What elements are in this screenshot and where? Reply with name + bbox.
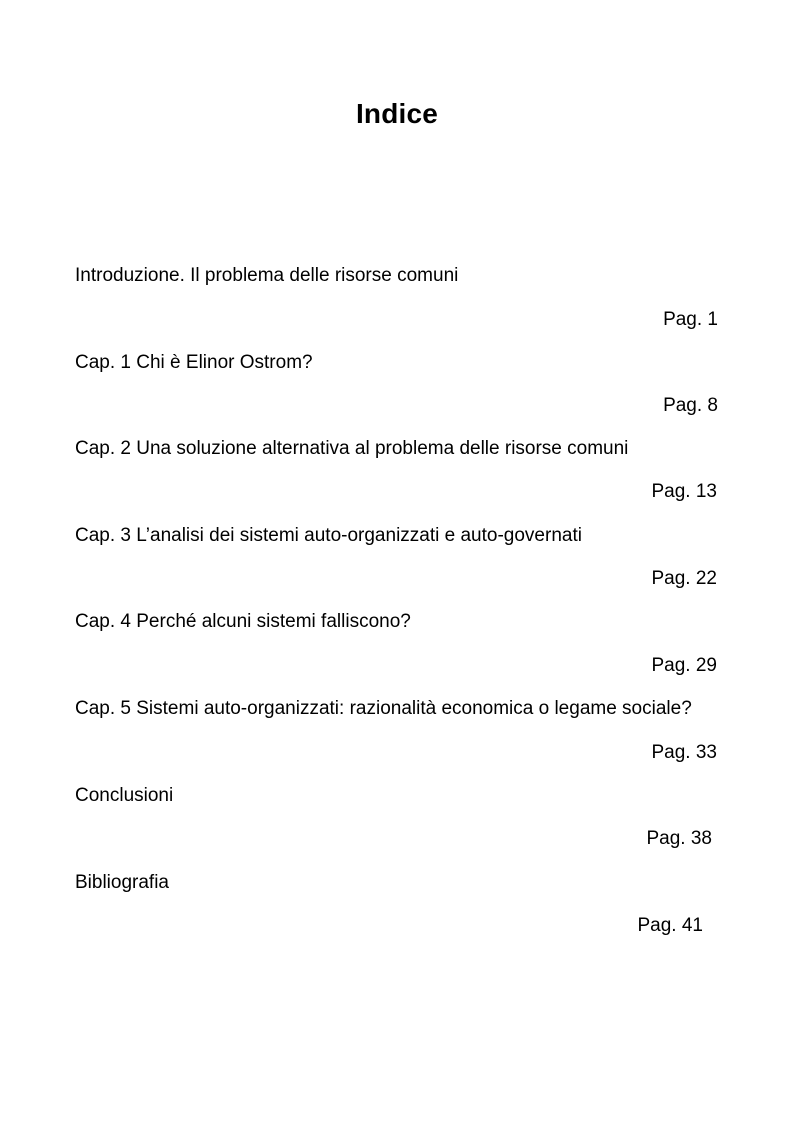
toc-entry-bibliografia-title: Bibliografia bbox=[75, 872, 169, 893]
toc-entry-conclusioni-title: Conclusioni bbox=[75, 785, 174, 806]
toc-entry-cap2-page: Pag. 13 bbox=[651, 481, 717, 502]
toc-entry-cap5-title: Cap. 5 Sistemi auto-organizzati: razionalità economica o legame sociale? bbox=[75, 698, 692, 719]
toc-entry-bibliografia-page: Pag. 41 bbox=[637, 915, 703, 936]
toc-entry-cap5-page: Pag. 33 bbox=[651, 742, 717, 763]
toc-entry-cap3-page: Pag. 22 bbox=[651, 568, 717, 589]
toc-entry-cap4-page: Pag. 29 bbox=[651, 655, 717, 676]
page-title: Indice bbox=[355, 98, 439, 129]
toc-entry-introduzione-title: Introduzione. Il problema delle risorse comuni bbox=[75, 265, 459, 286]
toc-entry-conclusioni-page: Pag. 38 bbox=[646, 828, 712, 849]
toc-entry-introduzione-page: Pag. 1 bbox=[663, 309, 718, 330]
toc-entry-cap4-title: Cap. 4 Perché alcuni sistemi falliscono? bbox=[75, 611, 411, 632]
toc-entry-cap1-title: Cap. 1 Chi è Elinor Ostrom? bbox=[75, 352, 313, 373]
toc-entry-cap1-page: Pag. 8 bbox=[663, 395, 718, 416]
toc-entry-cap3-title: Cap. 3 L’analisi dei sistemi auto-organizzati e auto-governati bbox=[75, 525, 582, 546]
toc-entry-cap2-title: Cap. 2 Una soluzione alternativa al problema delle risorse comuni bbox=[75, 438, 629, 459]
